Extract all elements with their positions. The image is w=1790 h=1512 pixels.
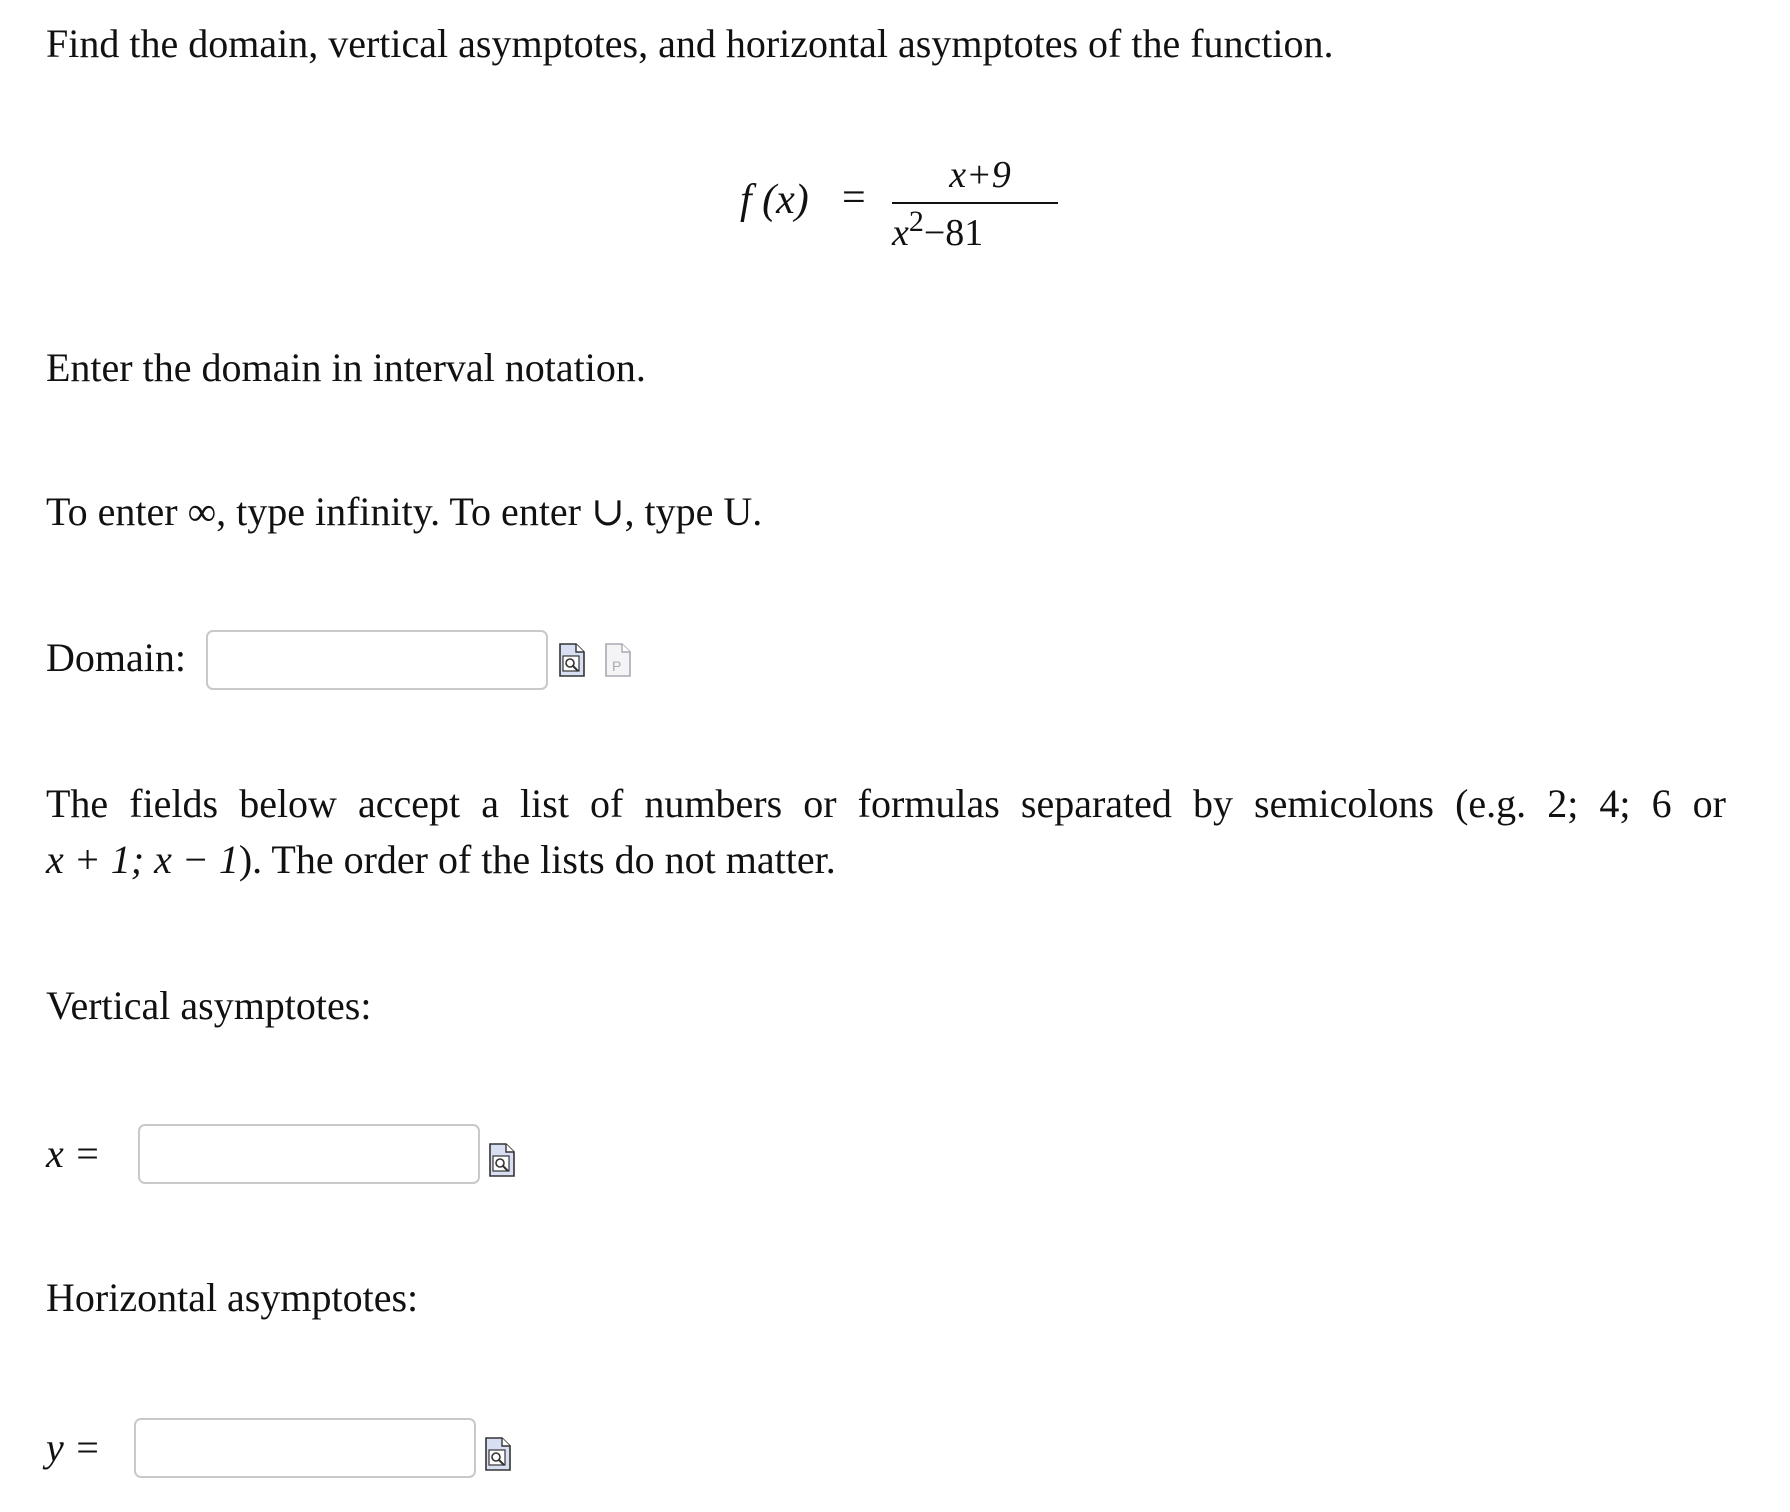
list-note-example-math: x + 1; x − 1 <box>46 837 239 882</box>
question-prompt: Find the domain, vertical asymptotes, and horizontal asymptotes of the function. <box>46 21 1334 66</box>
formula-equals: = <box>842 175 866 221</box>
list-note <box>46 776 1726 888</box>
domain-label: Domain: <box>46 635 186 680</box>
list-note-word: of <box>590 781 624 826</box>
domain-hint: To enter ∞, type infinity. To enter ∪, type U. <box>46 489 763 534</box>
format-help-icon[interactable] <box>604 642 632 678</box>
formula-numerator: x+9 <box>949 154 1011 196</box>
list-note-word: separated <box>1020 781 1172 826</box>
formula-lhs: f (x) <box>740 177 809 223</box>
list-note-word: numbers <box>644 781 783 826</box>
svg-text:P: P <box>612 658 622 674</box>
list-note-line2 <box>46 832 1726 888</box>
domain-input[interactable] <box>206 630 548 690</box>
vertical-asymptotes-heading: Vertical asymptotes: <box>46 983 372 1028</box>
list-note-word: by <box>1192 781 1233 826</box>
preview-icon[interactable] <box>488 1142 516 1178</box>
denominator-base: x <box>892 212 909 254</box>
list-note-word: or <box>1692 781 1726 826</box>
list-note-word: below <box>239 781 337 826</box>
list-note-word: list <box>520 781 569 826</box>
list-note-word: formulas <box>857 781 1000 826</box>
list-note-word: or <box>803 781 837 826</box>
list-note-word: The <box>46 781 109 826</box>
preview-icon[interactable] <box>484 1436 512 1472</box>
horizontal-asymptotes-input[interactable] <box>134 1418 476 1478</box>
preview-icon[interactable] <box>558 642 586 678</box>
list-note-word: semicolons <box>1254 781 1434 826</box>
denominator-exponent: 2 <box>908 205 924 238</box>
list-note-word: 4; <box>1599 781 1631 826</box>
horizontal-asymptotes-heading: Horizontal asymptotes: <box>46 1275 419 1320</box>
list-note-word: (e.g. <box>1455 781 1527 826</box>
list-note-word: accept <box>358 781 461 826</box>
fraction-bar <box>892 202 1058 204</box>
list-note-word: 6 <box>1651 781 1672 826</box>
horizontal-var-label: y = <box>46 1425 101 1470</box>
list-note-word: fields <box>129 781 219 826</box>
list-note-line1 <box>46 776 1726 832</box>
list-note-word: a <box>481 781 499 826</box>
list-note-line2-rest: ). The order of the lists do not matter. <box>238 837 836 882</box>
vertical-asymptotes-input[interactable] <box>138 1124 480 1184</box>
formula-denominator <box>892 205 1062 257</box>
vertical-var-label: x = <box>46 1131 101 1176</box>
list-note-word: 2; <box>1547 781 1579 826</box>
function-formula <box>740 150 1040 270</box>
domain-instruction: Enter the domain in interval notation. <box>46 345 646 390</box>
denominator-rest: −81 <box>923 212 984 254</box>
